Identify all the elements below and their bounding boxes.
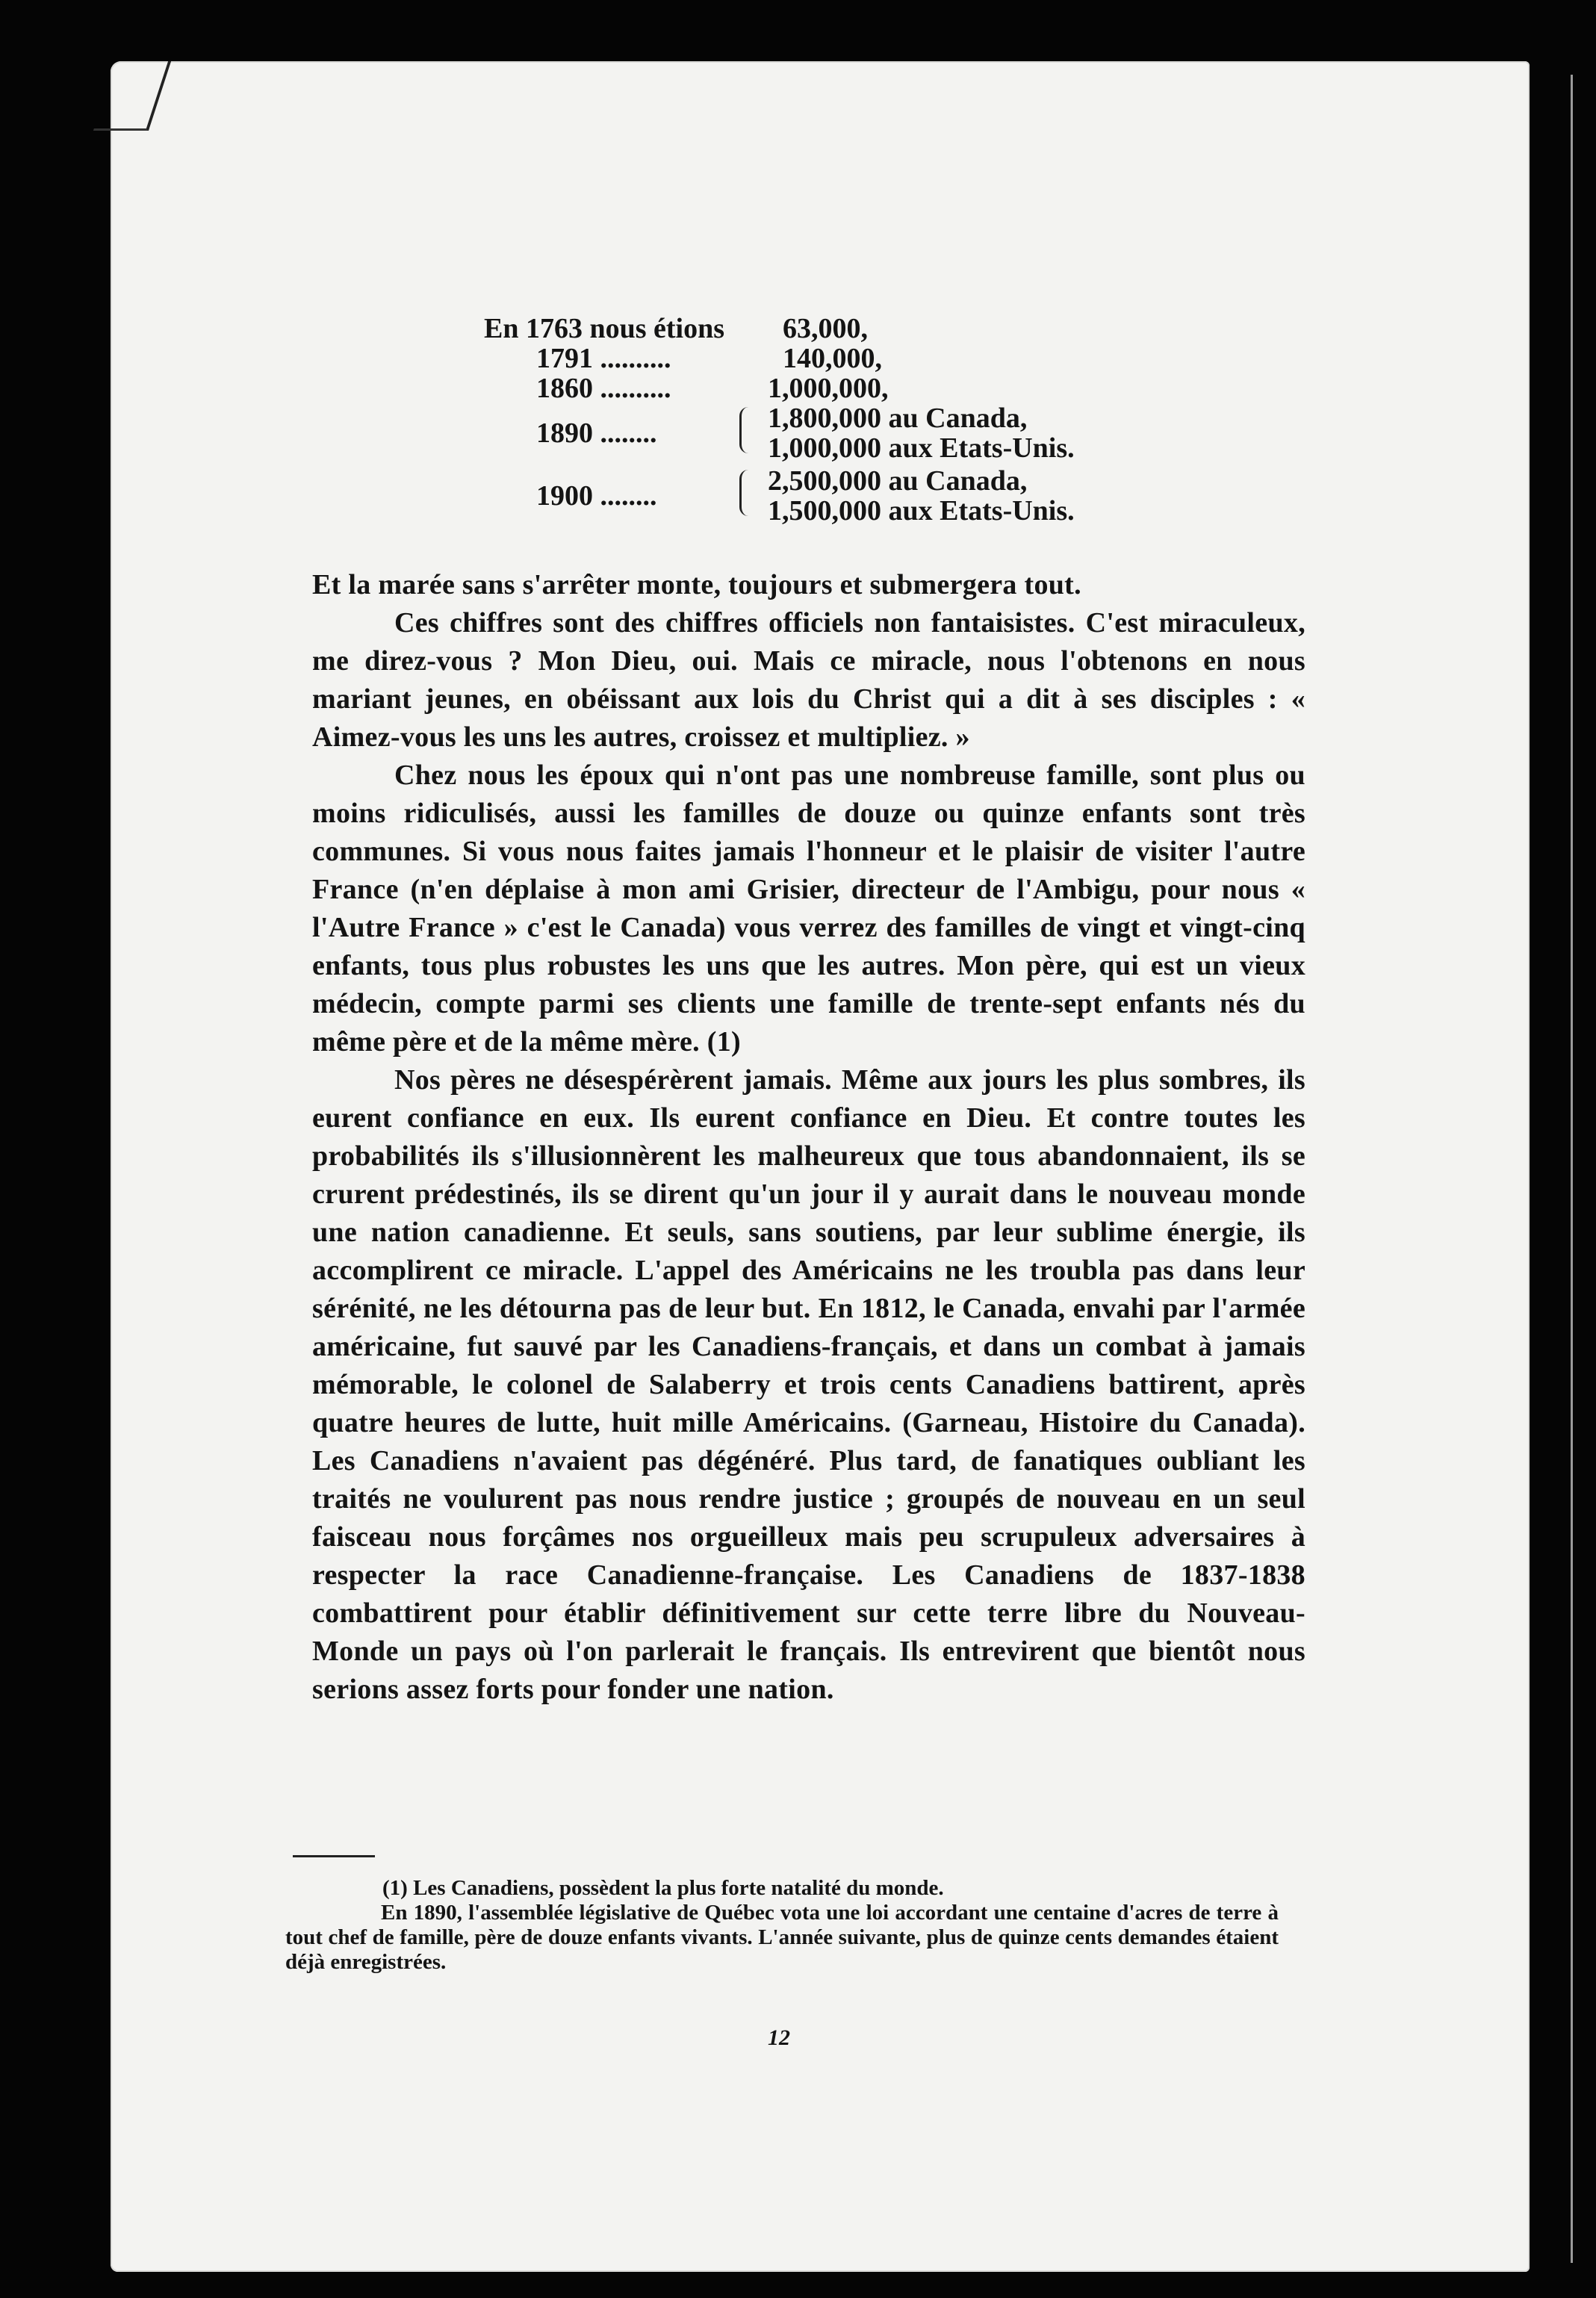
census-year: 1900 ........ <box>536 480 657 512</box>
census-row-1791 <box>484 340 1171 374</box>
footnote: (1) Les Canadiens, possèdent la plus forte natalité du monde. <box>382 1876 944 1900</box>
census-year: En 1763 nous étions <box>484 313 725 344</box>
census-year: 1860 .......... <box>536 373 671 404</box>
footnote: En 1890, l'assemblée législative de Québec vota une loi accordant une centaine d'acres de terre à tout chef de famille, père de douze enfants vivants. L'année suivante, plus de quinze cents demandes étaient déjà enregistrées. <box>285 1901 1279 1974</box>
census-value: 140,000, <box>783 343 882 374</box>
census-value: 1,000,000, <box>768 373 889 404</box>
census-year: 1890 ........ <box>536 417 657 449</box>
brace-icon <box>739 470 754 516</box>
main-text <box>312 566 1305 1709</box>
census-value: 1,800,000 au Canada, <box>768 403 1028 434</box>
census-row-1860 <box>484 370 1171 404</box>
population-table <box>484 310 1171 525</box>
census-year: 1791 .......... <box>536 343 671 374</box>
footnote-divider <box>293 1855 375 1857</box>
census-value: 2,500,000 au Canada, <box>768 465 1028 497</box>
brace-icon <box>739 407 754 453</box>
census-row-1763 <box>484 310 1171 344</box>
paragraph: Nos pères ne désespérèrent jamais. Même aux jours les plus sombres, ils eurent confiance en eux. Ils eurent confiance en Dieu. Et contre toutes les probabilités ils s'illusionnèrent les malheureux que tous abandonnaient, ils se crurent prédestinés, ils se dirent qu'un jour il y aurait dans le nouveau monde une nation canadienne. Et seuls, sans soutiens, par leur sublime énergie, ils accomplirent ce miracle. L'appel des Américains ne les troubla pas dans leur sérénité, ne les détourna pas de leur but. En 1812, le Canada, envahi par l'armée américaine, fut sauvé par les Canadiens-français, et dans un combat à jamais mémorable, le colonel de Salaberry et trois cents Canadiens battirent, après quatre heures de lutte, huit mille Américains. (Garneau, Histoire du Canada). Les Canadiens n'avaient pas dégénéré. Plus tard, de fanatiques oubliant les traités ne voulurent pas nous rendre justice ; groupés de nouveau en un seul faisceau nous forçâmes nos orgueilleux mais peu scrupuleux adversaires à respecter la race Canadienne-française. Les Canadiens de 1837-1838 combattirent pour établir définitivement sur cette terre libre du Nouveau-Monde un pays où l'on parlerait le français. Ils entrevirent que bientôt nous serions assez forts pour fonder une nation. <box>312 1064 1305 1705</box>
census-value: 1,000,000 aux Etats-Unis. <box>768 432 1075 464</box>
census-row-1890 <box>484 400 1171 462</box>
paragraph: Chez nous les époux qui n'ont pas une nombreuse famille, sont plus ou moins ridiculisés, aussi les familles de douze ou quinze enfants sont très communes. Si vous nous faites jamais l'honneur et le plaisir de visiter l'autre France (n'en déplaise à mon ami Grisier, directeur de l'Ambigu, pour nous « l'Autre France » c'est le Canada) vous verrez des familles de vingt et vingt-cinq enfants, tous plus robustes les uns que les autres. Mon père, qui est un vieux médecin, compte parmi ses clients une famille de trente-sept enfants nés du même père et de la même mère. (1) <box>312 760 1305 1058</box>
page-edge-line <box>1571 75 1573 2263</box>
census-row-1900 <box>484 462 1171 525</box>
footnotes <box>285 1876 1279 1975</box>
paragraph: Ces chiffres sont des chiffres officiels non fantaisistes. C'est miraculeux, me direz-vous ? Mon Dieu, oui. Mais ce miracle, nous l'obtenons en nous mariant jeunes, en obéissant aux lois du Christ qui a dit à ses disciples : « Aimez-vous les uns les autres, croissez et multipliez. » <box>312 607 1305 753</box>
census-value: 1,500,000 aux Etats-Unis. <box>768 495 1075 527</box>
page-number: 12 <box>768 2025 790 2050</box>
census-value: 63,000, <box>783 313 868 344</box>
paragraph: Et la marée sans s'arrêter monte, toujours et submergera tout. <box>312 569 1081 600</box>
